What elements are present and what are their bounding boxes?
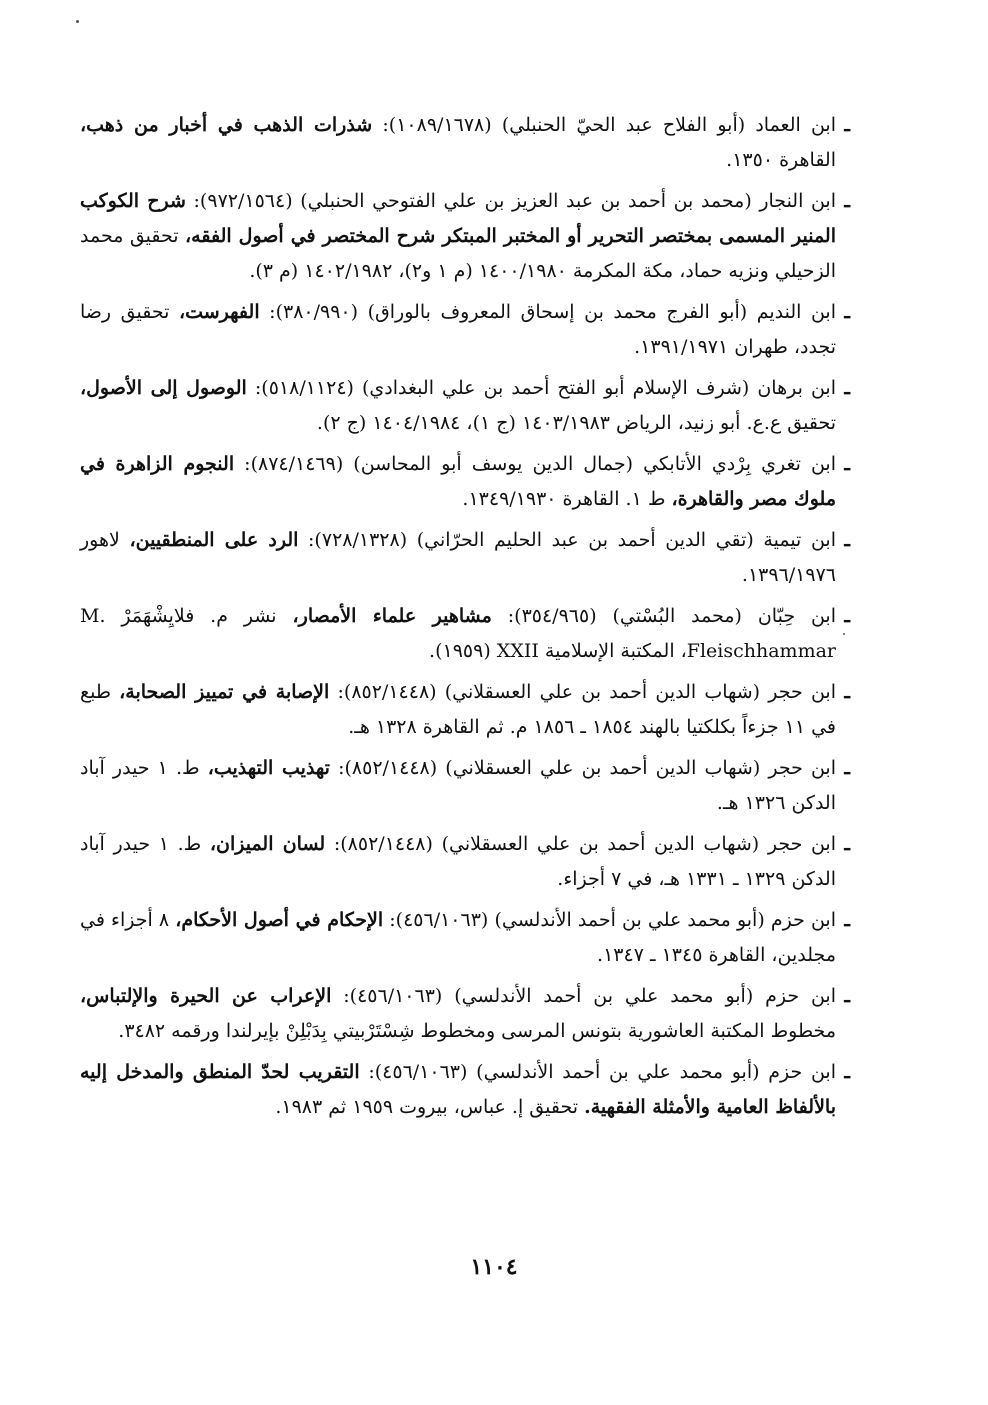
- entry-title: التقريب لحدّ المنطق والمدخل إليه بالألفاظ العامية والأمثلة الفقهية.: [80, 1061, 836, 1118]
- bibliography-entry: ـ ابن حِبّان (محمد البُسْتي) (٣٥٤/٩٦٥): مشاهير علماء الأمصار، نشر م. فلايِشْهَمَرْ M. Fleischhammar، المكتبة الإسلامية XXII (١٩٥٩).: [80, 605, 850, 662]
- entry-author: ابن النديم (أبو الفرج محمد بن إسحاق المعروف بالوراق) (٣٨٠/٩٩٠):: [269, 301, 836, 323]
- entry-author: ابن برهان (شرف الإسلام أبو الفتح أحمد بن علي البغدادي) (٥١٨/١١٢٤):: [254, 377, 836, 399]
- entry-title: الإعراب عن الحيرة والإلتباس،: [80, 985, 332, 1007]
- entry-publication: مخطوط المكتبة العاشورية بتونس المرسى ومخطوط شِسْتَرْبيتي بِدَبْلِنْ بإيرلندا ورقمه ٣٤٨٢.: [118, 1020, 836, 1042]
- entry-title: الإصابة في تمييز الصحابة،: [119, 681, 330, 703]
- bibliography-entry: ـ ابن حجر (شهاب الدين أحمد بن علي العسقلاني) (٨٥٢/١٤٤٨): لسان الميزان، ط. ١ حيدر آباد الدكن ١٣٢٩ ـ ١٣٣١ هـ، في ٧ أجزاء.: [80, 833, 850, 890]
- entry-title: مشاهير علماء الأمصار،: [292, 605, 492, 627]
- entry-title: الإحكام في أصول الأحكام،: [175, 909, 384, 931]
- entry-author: ابن حزم (أبو محمد علي بن أحمد الأندلسي) (٤٥٦/١٠٦٣):: [389, 909, 836, 931]
- entry-publication: القاهرة ١٣٥٠.: [726, 149, 836, 171]
- bibliography-entry: ـ ابن حزم (أبو محمد علي بن أحمد الأندلسي) (٤٥٦/١٠٦٣): التقريب لحدّ المنطق والمدخل إليه بالألفاظ العامية والأمثلة الفقهية. تحقيق إ. عباس، بيروت ١٩٥٩ ثم ١٩٨٣.: [80, 1061, 850, 1118]
- entry-title: شرح الكوكب المنير المسمى بمختصر التحرير أو المختبر المبتكر شرح المختصر في أصول الفقه،: [80, 190, 837, 247]
- entry-title: النجوم الزاهرة في ملوك مصر والقاهرة،: [80, 453, 836, 510]
- entry-title: الرد على المنطقيين،: [129, 529, 299, 551]
- entry-publication: تحقيق رضا تجدد، طهران ١٣٩١/١٩٧١.: [80, 301, 836, 358]
- bibliography-entry: ـ ابن النديم (أبو الفرج محمد بن إسحاق المعروف بالوراق) (٣٨٠/٩٩٠): الفهرست، تحقيق رضا تجدد، طهران ١٣٩١/١٩٧١.: [80, 301, 850, 358]
- bibliography-entry: ـ ابن تغري بِرْدي الأتابكي (جمال الدين يوسف أبو المحاسن) (٨٧٤/١٤٦٩): النجوم الزاهرة في ملوك مصر والقاهرة، ط ١. القاهرة ١٣٤٩/١٩٣٠.: [80, 453, 850, 510]
- bibliography-entry: ـ ابن تيمية (تقي الدين أحمد بن عبد الحليم الحرّاني) (٧٢٨/١٣٢٨): الرد على المنطقيين، لاهور ١٣٩٦/١٩٧٦.: [80, 529, 850, 586]
- entry-author: ابن حِبّان (محمد البُسْتي) (٣٥٤/٩٦٥):: [507, 605, 837, 627]
- bibliography-entry: ـ ابن العماد (أبو الفلاح عبد الحيّ الحنبلي) (١٠٨٩/١٦٧٨): شذرات الذهب في أخبار من ذهب، القاهرة ١٣٥٠.: [80, 114, 850, 171]
- entry-title: شذرات الذهب في أخبار من ذهب،: [80, 114, 373, 136]
- entry-title: الوصول إلى الأصول،: [80, 377, 247, 399]
- entry-author: ابن حجر (شهاب الدين أحمد بن علي العسقلاني) (٨٥٢/١٤٤٨):: [337, 681, 836, 703]
- entry-publication: ٨ أجزاء في مجلدين، القاهرة ١٣٤٥ ـ ١٣٤٧.: [80, 909, 836, 966]
- entry-title: تهذيب التهذيب،: [207, 757, 330, 779]
- entry-publication: ط. ١ حيدر آباد الدكن ١٣٢٦ هـ.: [80, 757, 836, 814]
- entry-author: ابن العماد (أبو الفلاح عبد الحيّ الحنبلي) (١٠٨٩/١٦٧٨):: [382, 114, 836, 136]
- entry-publication: نشر م. فلايِشْهَمَرْ M. Fleischhammar، المكتبة الإسلامية XXII (١٩٥٩).: [80, 605, 836, 662]
- entry-publication: طبع في ١١ جزءاً بكلكتيا بالهند ١٨٥٤ ـ ١٨٥٦ م. ثم القاهرة ١٣٢٨ هـ.: [80, 681, 836, 738]
- entry-publication: تحقيق ع.ع. أبو زنيد، الرياض ١٤٠٣/١٩٨٣ (ج ١)، ١٤٠٤/١٩٨٤ (ج ٢).: [316, 412, 836, 434]
- entry-publication: تحقيق إ. عباس، بيروت ١٩٥٩ ثم ١٩٨٣.: [275, 1096, 579, 1118]
- bibliography-entry: ـ ابن حجر (شهاب الدين أحمد بن علي العسقلاني) (٨٥٢/١٤٤٨): الإصابة في تمييز الصحابة، طبع في ١١ جزءاً بكلكتيا بالهند ١٨٥٤ ـ ١٨٥٦ م. ثم القاهرة ١٣٢٨ هـ.: [80, 681, 850, 738]
- bibliography-entry: ـ ابن حزم (أبو محمد علي بن أحمد الأندلسي) (٤٥٦/١٠٦٣): الإعراب عن الحيرة والإلتباس، مخطوط المكتبة العاشورية بتونس المرسى ومخطوط شِسْتَرْبيتي بِدَبْلِنْ بإيرلندا ورقمه ٣٤٨٢.: [80, 985, 850, 1042]
- entry-author: ابن النجار (محمد بن أحمد بن عبد العزيز بن علي الفتوحي الحنبلي) (٩٧٢/١٥٦٤):: [193, 190, 836, 212]
- entry-author: ابن تغري بِرْدي الأتابكي (جمال الدين يوسف أبو المحاسن) (٨٧٤/١٤٦٩):: [244, 453, 836, 475]
- bibliography-entry: ـ ابن النجار (محمد بن أحمد بن عبد العزيز بن علي الفتوحي الحنبلي) (٩٧٢/١٥٦٤): شرح الكوكب المنير المسمى بمختصر التحرير أو المختبر المبتكر شرح المختصر في أصول الفقه، تحقيق محمد الزحيلي ونزيه حماد، مكة المكرمة ١٤٠٠/١٩٨٠ (م ١ و٢)، ١٤٠٢/١٩٨٢ (م ٣).: [80, 190, 850, 282]
- entry-publication: ط ١. القاهرة ١٣٤٩/١٩٣٠.: [462, 488, 666, 510]
- scan-speck: [843, 633, 845, 635]
- scan-speck: [76, 20, 79, 23]
- entry-author: ابن حجر (شهاب الدين أحمد بن علي العسقلاني) (٨٥٢/١٤٤٨):: [338, 757, 836, 779]
- entry-publication: تحقيق محمد الزحيلي ونزيه حماد، مكة المكرمة ١٤٠٠/١٩٨٠ (م ١ و٢)، ١٤٠٢/١٩٨٢ (م ٣).: [80, 225, 836, 282]
- bibliography-entry: ـ ابن حزم (أبو محمد علي بن أحمد الأندلسي) (٤٥٦/١٠٦٣): الإحكام في أصول الأحكام، ٨ أجزاء في مجلدين، القاهرة ١٣٤٥ ـ ١٣٤٧.: [80, 909, 850, 966]
- entry-author: ابن تيمية (تقي الدين أحمد بن عبد الحليم الحرّاني) (٧٢٨/١٣٢٨):: [308, 529, 836, 551]
- bibliography-entry: ـ ابن حجر (شهاب الدين أحمد بن علي العسقلاني) (٨٥٢/١٤٤٨): تهذيب التهذيب، ط. ١ حيدر آباد الدكن ١٣٢٦ هـ.: [80, 757, 850, 814]
- entry-title: لسان الميزان،: [209, 833, 326, 855]
- entry-publication: لاهور ١٣٩٦/١٩٧٦.: [80, 529, 836, 586]
- page-number: ١١٠٤: [470, 1254, 518, 1280]
- bibliography-entry: ـ ابن برهان (شرف الإسلام أبو الفتح أحمد بن علي البغدادي) (٥١٨/١١٢٤): الوصول إلى الأصول، تحقيق ع.ع. أبو زنيد، الرياض ١٤٠٣/١٩٨٣ (ج ١)، ١٤٠٤/١٩٨٤ (ج ٢).: [80, 377, 850, 434]
- entry-publication: ط. ١ حيدر آباد الدكن ١٣٢٩ ـ ١٣٣١ هـ، في ٧ أجزاء.: [80, 833, 836, 890]
- entry-author: ابن حزم (أبو محمد علي بن أحمد الأندلسي) (٤٥٦/١٠٦٣):: [368, 1061, 836, 1083]
- entry-author: ابن حجر (شهاب الدين أحمد بن علي العسقلاني) (٨٥٢/١٤٤٨):: [333, 833, 836, 855]
- bibliography-page: [80, 108, 850, 1131]
- entry-title: الفهرست،: [178, 301, 260, 323]
- entry-author: ابن حزم (أبو محمد علي بن أحمد الأندلسي) (٤٥٦/١٠٦٣):: [343, 985, 836, 1007]
